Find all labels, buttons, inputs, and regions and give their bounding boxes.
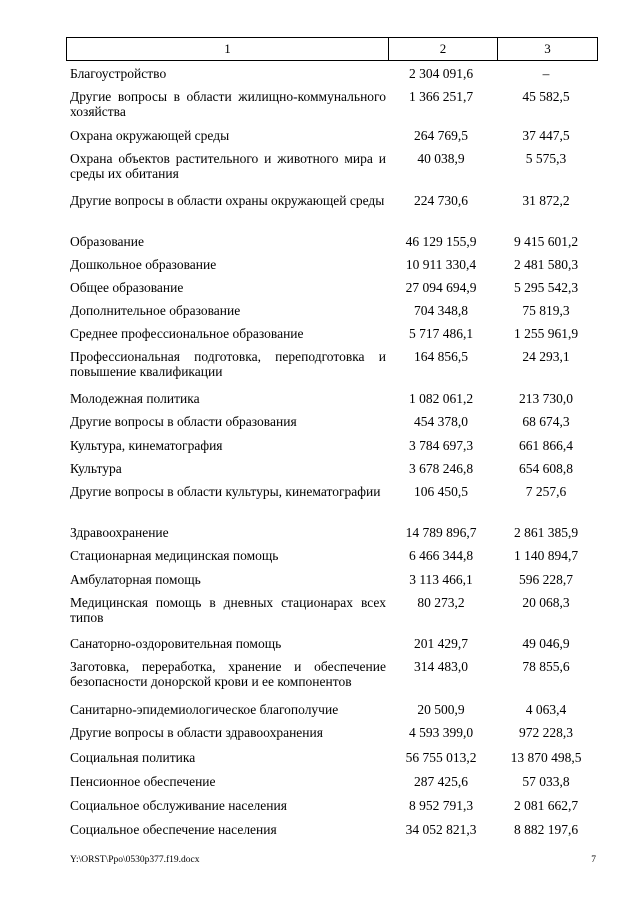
row-value-col2: 201 429,7 bbox=[414, 636, 468, 651]
row-value-col2: 40 038,9 bbox=[417, 151, 465, 166]
row-value-col3: 5 575,3 bbox=[525, 151, 567, 166]
row-label: Культура, кинематография bbox=[70, 438, 223, 453]
row-label: Стационарная медицинская помощь bbox=[70, 548, 279, 563]
row-value-col3: 661 866,4 bbox=[519, 438, 573, 453]
row-value-col3: 45 582,5 bbox=[522, 89, 570, 104]
row-value-col2: 1 366 251,7 bbox=[408, 89, 474, 104]
row-value-col3: 972 228,3 bbox=[519, 725, 573, 740]
row-value-col3: 5 295 542,3 bbox=[513, 280, 579, 295]
row-label: Социальная политика bbox=[70, 750, 196, 765]
row-value-col2: 20 500,9 bbox=[417, 702, 465, 717]
row-value-col3: 654 608,8 bbox=[519, 461, 573, 476]
row-label: Санитарно-эпидемиологическое благополучие bbox=[70, 702, 339, 717]
row-label: Другие вопросы в области жилищно-коммунального хозяйства bbox=[70, 89, 386, 119]
page-number: 7 bbox=[591, 855, 596, 865]
row-value-col3: 68 674,3 bbox=[522, 414, 570, 429]
row-value-col3: 9 415 601,2 bbox=[513, 234, 579, 249]
row-value-col2: 1 082 061,2 bbox=[408, 391, 474, 406]
header-col-1: 1 bbox=[67, 38, 389, 60]
row-label: Дошкольное образование bbox=[70, 257, 217, 272]
row-label: Другие вопросы в области образования bbox=[70, 414, 297, 429]
row-value-col2: 314 483,0 bbox=[414, 659, 468, 674]
row-value-col3: 8 882 197,6 bbox=[513, 822, 579, 837]
row-value-col3: 57 033,8 bbox=[522, 774, 570, 789]
row-value-col2: 454 378,0 bbox=[414, 414, 468, 429]
row-label: Социальное обслуживание населения bbox=[70, 798, 287, 813]
row-label: Охрана объектов растительного и животного мира и среды их обитания bbox=[70, 151, 386, 181]
row-value-col3: 2 481 580,3 bbox=[513, 257, 579, 272]
file-path: Y:\ORST\Ppo\0530p377.f19.docx bbox=[70, 855, 200, 865]
row-value-col3: 1 255 961,9 bbox=[513, 326, 579, 341]
row-label: Молодежная политика bbox=[70, 391, 200, 406]
row-value-col2: 3 113 466,1 bbox=[409, 572, 473, 587]
row-value-col2: 164 856,5 bbox=[414, 349, 468, 364]
header-col-2: 2 bbox=[389, 38, 498, 60]
row-label: Дополнительное образование bbox=[70, 303, 241, 318]
row-label: Профессиональная подготовка, переподготовка и повышение квалификации bbox=[70, 349, 386, 379]
row-value-col2: 264 769,5 bbox=[414, 128, 468, 143]
row-value-col3: 13 870 498,5 bbox=[510, 750, 582, 765]
row-label: Другие вопросы в области здравоохранения bbox=[70, 725, 323, 740]
row-value-col2: 3 678 246,8 bbox=[408, 461, 474, 476]
row-value-col2: 80 273,2 bbox=[417, 595, 465, 610]
row-value-col2: 106 450,5 bbox=[414, 484, 468, 499]
row-value-col2: 27 094 694,9 bbox=[405, 280, 477, 295]
row-value-col3: – bbox=[542, 66, 550, 81]
row-value-col3: 213 730,0 bbox=[519, 391, 573, 406]
row-value-col3: 49 046,9 bbox=[522, 636, 570, 651]
row-value-col3: 78 855,6 bbox=[522, 659, 570, 674]
row-label: Культура bbox=[70, 461, 122, 476]
table-header bbox=[66, 37, 598, 61]
row-value-col3: 75 819,3 bbox=[522, 303, 570, 318]
row-label: Медицинская помощь в дневных стационарах всех типов bbox=[70, 595, 386, 625]
row-label: Другие вопросы в области культуры, кинематографии bbox=[70, 484, 381, 499]
row-value-col2: 8 952 791,3 bbox=[408, 798, 474, 813]
row-label: Социальное обеспечение населения bbox=[70, 822, 277, 837]
row-label: Амбулаторная помощь bbox=[70, 572, 201, 587]
row-value-col3: 2 081 662,7 bbox=[513, 798, 579, 813]
row-value-col3: 24 293,1 bbox=[522, 349, 570, 364]
row-value-col2: 704 348,8 bbox=[414, 303, 468, 318]
row-value-col2: 46 129 155,9 bbox=[405, 234, 477, 249]
row-label: Здравоохранение bbox=[70, 525, 169, 540]
row-label: Охрана окружающей среды bbox=[70, 128, 230, 143]
row-value-col2: 14 789 896,7 bbox=[405, 525, 477, 540]
row-value-col3: 7 257,6 bbox=[525, 484, 567, 499]
row-value-col3: 596 228,7 bbox=[519, 572, 573, 587]
row-value-col2: 3 784 697,3 bbox=[408, 438, 474, 453]
row-label: Пенсионное обеспечение bbox=[70, 774, 216, 789]
header-col-3: 3 bbox=[544, 41, 551, 56]
row-value-col3: 31 872,2 bbox=[522, 193, 570, 208]
row-value-col2: 5 717 486,1 bbox=[408, 326, 474, 341]
row-value-col2: 34 052 821,3 bbox=[405, 822, 477, 837]
row-value-col3: 37 447,5 bbox=[522, 128, 570, 143]
row-label: Санаторно-оздоровительная помощь bbox=[70, 636, 282, 651]
row-label: Общее образование bbox=[70, 280, 184, 295]
row-label: Благоустройство bbox=[70, 66, 167, 81]
row-label: Среднее профессиональное образование bbox=[70, 326, 304, 341]
row-value-col3: 1 140 894,7 bbox=[513, 548, 579, 563]
row-value-col3: 4 063,4 bbox=[525, 702, 567, 717]
row-label: Заготовка, переработка, хранение и обеспечение безопасности донорской крови и ее компонентов bbox=[70, 659, 386, 689]
row-value-col3: 20 068,3 bbox=[522, 595, 570, 610]
row-value-col2: 2 304 091,6 bbox=[408, 66, 474, 81]
row-value-col2: 56 755 013,2 bbox=[405, 750, 477, 765]
row-value-col2: 224 730,6 bbox=[414, 193, 468, 208]
row-value-col2: 287 425,6 bbox=[414, 774, 468, 789]
row-value-col2: 4 593 399,0 bbox=[408, 725, 474, 740]
row-value-col2: 6 466 344,8 bbox=[408, 548, 474, 563]
row-label: Другие вопросы в области охраны окружающей среды bbox=[70, 193, 385, 208]
row-label: Образование bbox=[70, 234, 144, 249]
row-value-col2: 10 911 330,4 bbox=[405, 257, 477, 272]
row-value-col3: 2 861 385,9 bbox=[513, 525, 579, 540]
